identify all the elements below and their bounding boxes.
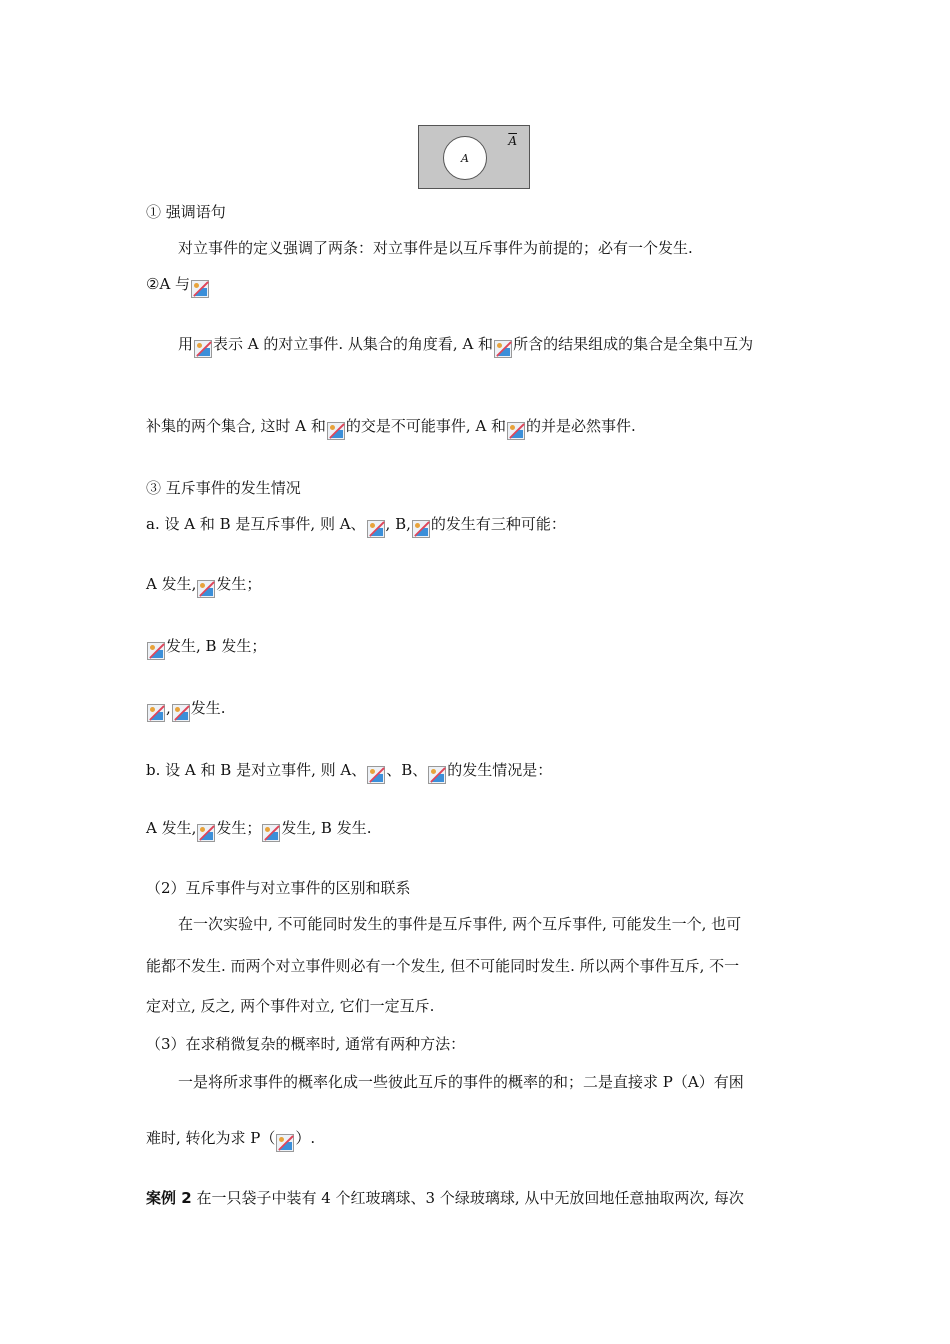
image-placeholder-icon [367, 520, 385, 538]
case-2-line: 案例 2 在一只袋子中装有 4 个红玻璃球、3 个绿玻璃球, 从中无放回地任意抽取两次, 每次 [146, 1189, 744, 1207]
section-3-a-case-1: A 发生, 发生； [146, 574, 261, 598]
section-1-heading: ① 强调语句 [146, 203, 226, 221]
section-3-a-case-3: , 发生. [146, 698, 226, 722]
image-placeholder-icon [327, 422, 345, 440]
image-placeholder-icon [494, 340, 512, 358]
part-2-line-2: 能都不发生. 而两个对立事件则必有一个发生, 但不可能同时发生. 所以两个事件互斥, 不一 [146, 957, 740, 975]
section-2-line-1: 用 表示 A 的对立事件. 从集合的角度看, A 和 所含的结果组成的集合是全集中互为 [178, 334, 753, 358]
section-3-b-cases: A 发生, 发生； 发生, B 发生. [146, 818, 372, 842]
image-placeholder-icon [172, 704, 190, 722]
section-3-a-case-2: 发生, B 发生； [146, 636, 266, 660]
section-2-heading: ②A 与 [146, 274, 210, 298]
section-3-b: b. 设 A 和 B 是对立事件, 则 A、 、B、 的发生情况是： [146, 760, 552, 784]
image-placeholder-icon [412, 520, 430, 538]
image-placeholder-icon [367, 766, 385, 784]
case-2-label: 案例 2 [146, 1189, 192, 1207]
part-2-line-1: 在一次实验中, 不可能同时发生的事件是互斥事件, 两个互斥事件, 可能发生一个, 也可 [178, 915, 742, 933]
part-2-heading: （2）互斥事件与对立事件的区别和联系 [146, 879, 411, 897]
image-placeholder-icon [147, 642, 165, 660]
image-placeholder-icon [197, 824, 215, 842]
image-placeholder-icon [147, 704, 165, 722]
venn-set-a: A [443, 136, 487, 180]
section-2-line-2: 补集的两个集合, 这时 A 和 的交是不可能事件, A 和 的并是必然事件. [146, 416, 636, 440]
part-2-line-3: 定对立, 反之, 两个事件对立, 它们一定互斥. [146, 997, 435, 1015]
part-3-line-2: 难时, 转化为求 P（ ）. [146, 1128, 315, 1152]
image-placeholder-icon [191, 280, 209, 298]
image-placeholder-icon [197, 580, 215, 598]
venn-diagram [418, 125, 530, 189]
image-placeholder-icon [276, 1134, 294, 1152]
section-1-text: 对立事件的定义强调了两条：对立事件是以互斥事件为前提的；必有一个发生. [178, 239, 693, 257]
section-3-heading: ③ 互斥事件的发生情况 [146, 479, 301, 497]
image-placeholder-icon [428, 766, 446, 784]
image-placeholder-icon [194, 340, 212, 358]
image-placeholder-icon [507, 422, 525, 440]
part-3-line-1: 一是将所求事件的概率化成一些彼此互斥的事件的概率的和；二是直接求 P（A）有困 [178, 1073, 744, 1091]
image-placeholder-icon [262, 824, 280, 842]
venn-complement-label: $\overline{A}$ [508, 134, 517, 148]
part-3-heading: （3）在求稍微复杂的概率时, 通常有两种方法： [146, 1035, 466, 1053]
section-3-a: a. 设 A 和 B 是互斥事件, 则 A、 , B, 的发生有三种可能： [146, 514, 566, 538]
